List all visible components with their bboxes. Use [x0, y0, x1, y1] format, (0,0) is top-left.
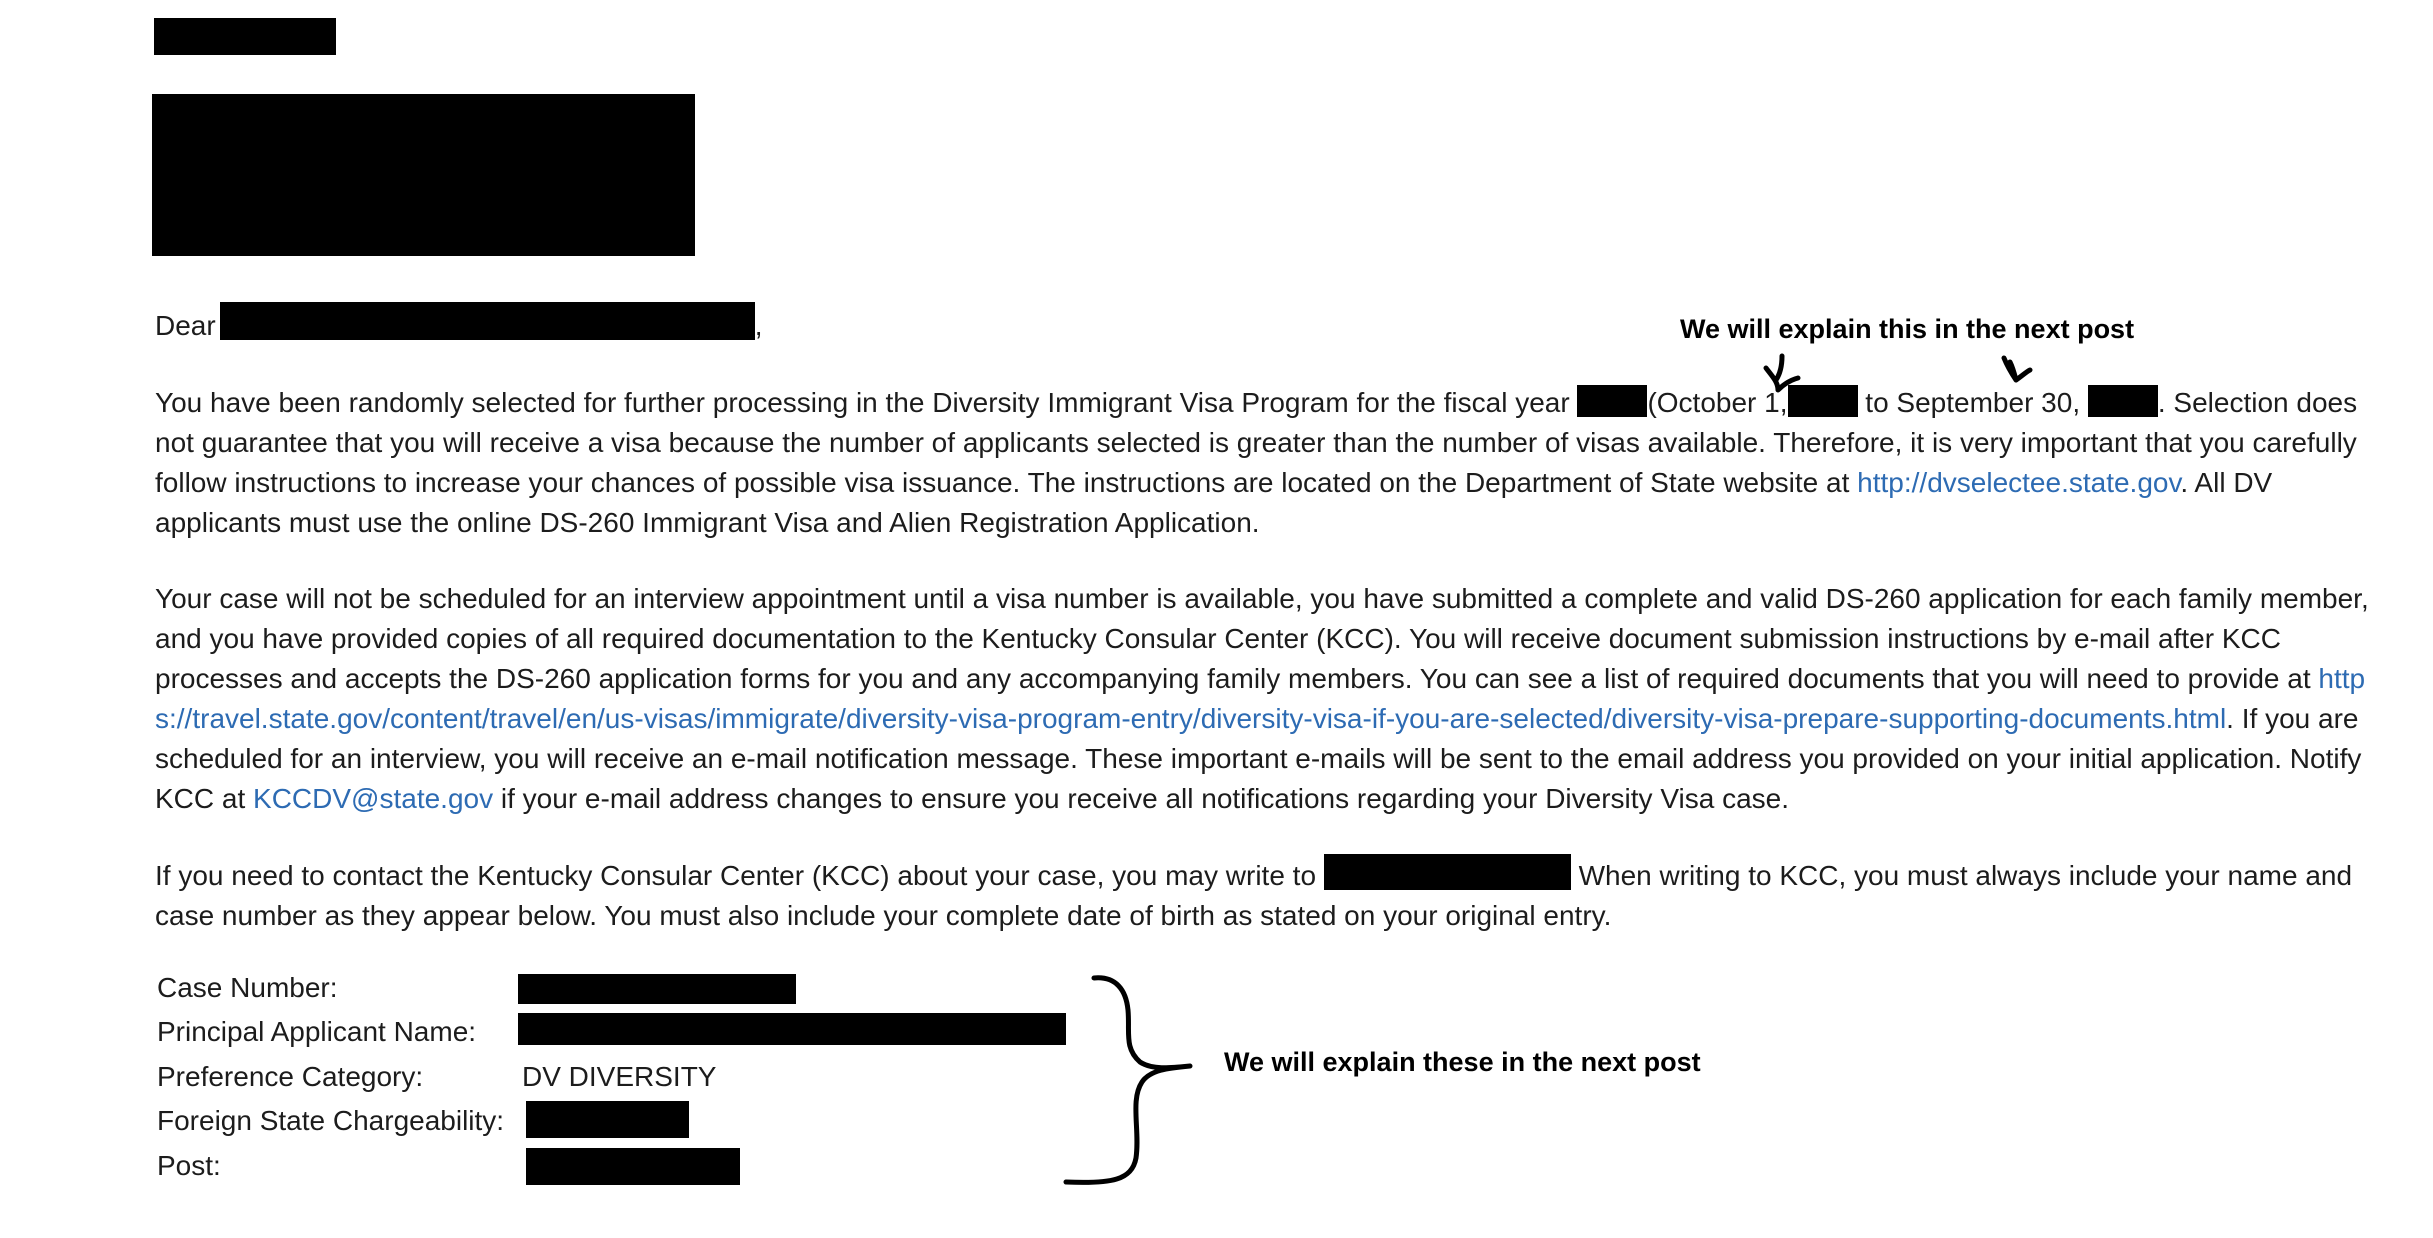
p2-text-2: . If you are scheduled for an interview, you will receive an e-mail notification message. These important e-mails will be sent to the email address you provided on your initial application. Notify KCC at — [155, 703, 2362, 814]
p1-text-4: . Selection does not guarantee that you will receive a visa because the number of applicants selected is greater than the number of visas available. Therefore, it is very important that you carefully follow instructions to increase your chances of possible visa issuance. The instructions are located on the Department of State website at — [155, 387, 2358, 498]
p2-text-1: Your case will not be scheduled for an interview appointment until a visa number is available, you have submitted a complete and valid DS-260 application for each family member, and you have provided copies of all required documentation to the Kentucky Consular Center (KCC). You will receive document submission instructions by e-mail after KCC processes and accepts the DS-260 application forms for you and any accompanying family members. You can see a list of required documents that you will need to provide at — [155, 583, 2369, 694]
detail-label-chargeability: Foreign State Chargeability: — [157, 1105, 505, 1136]
detail-label-case-number: Case Number: — [157, 972, 338, 1003]
kcc-email-link[interactable]: KCCDV@state.gov — [253, 783, 494, 814]
redacted-header-line — [154, 18, 336, 55]
paragraph-selection — [155, 383, 2395, 543]
p1-text-5: . All DV applicants must use the online DS-260 Immigrant Visa and Alien Registration Application. — [155, 467, 2273, 538]
redacted-applicant-name — [518, 1013, 1066, 1045]
p3-text-2: When writing to KCC, you must always include your name and case number as they appear below. You must also include your complete date of birth as stated on your original entry. — [155, 860, 2353, 931]
redacted-recipient-name — [220, 302, 755, 340]
redacted-case-number — [518, 974, 796, 1004]
paragraph-interview — [155, 579, 2395, 819]
arrow-down-icon — [2004, 358, 2030, 380]
paragraph-contact — [155, 854, 2395, 936]
redacted-fiscal-year — [1577, 385, 1647, 417]
redacted-kcc-address — [1324, 854, 1571, 890]
annotation-bottom: We will explain these in the next post — [1224, 1047, 1701, 1077]
redacted-end-year — [2088, 385, 2158, 417]
p3-text-1: If you need to contact the Kentucky Consular Center (KCC) about your case, you may write to — [155, 860, 1324, 891]
detail-label-applicant-name: Principal Applicant Name: — [157, 1016, 477, 1047]
p1-text-3: to September 30, — [1857, 387, 2088, 418]
p1-text-2: (October 1, — [1647, 387, 1788, 418]
dvselectee-link[interactable]: http://dvselectee.state.gov — [1857, 467, 2181, 498]
detail-label-preference-category: Preference Category: — [157, 1061, 424, 1092]
redacted-chargeability — [526, 1101, 689, 1138]
p2-text-3: if your e-mail address changes to ensure you receive all notifications regarding your Diversity Visa case. — [493, 783, 1789, 814]
curly-brace-icon — [1066, 978, 1190, 1183]
p1-text-1: You have been randomly selected for further processing in the Diversity Immigrant Visa Program for the fiscal year — [155, 387, 1578, 418]
supporting-documents-link[interactable]: https://travel.state.gov/content/travel/en/us-visas/immigrate/diversity-visa-program-entry/diversity-visa-if-you-are-selected/diversity-visa-prepare-supporting-documents.html — [155, 663, 2366, 734]
redacted-start-year — [1788, 385, 1858, 417]
detail-label-post: Post: — [157, 1150, 221, 1181]
salutation-prefix: Dear — [155, 310, 216, 341]
redacted-post — [526, 1148, 740, 1185]
annotation-top: We will explain this in the next post — [1680, 314, 2135, 344]
detail-value-preference-category: DV DIVERSITY — [522, 1061, 717, 1092]
redacted-address-block — [152, 94, 695, 256]
salutation — [155, 302, 762, 346]
salutation-suffix: , — [754, 310, 763, 341]
